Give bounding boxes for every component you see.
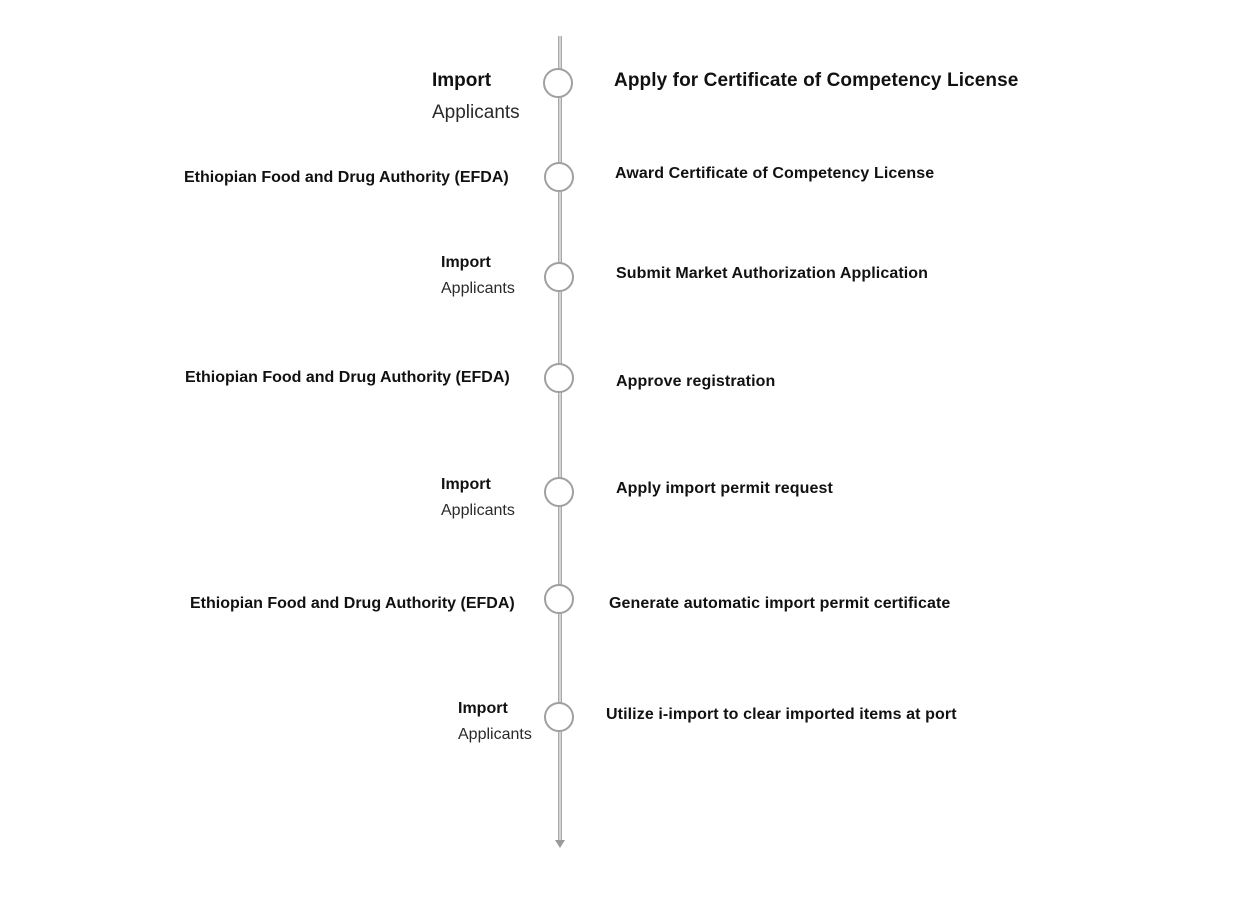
step-3-action: Submit Market Authorization Application bbox=[616, 265, 929, 282]
step-7-node bbox=[544, 702, 574, 732]
step-1-action: Apply for Certificate of Competency License bbox=[614, 70, 1019, 91]
step-7-action: Utilize i-import to clear imported items at port bbox=[606, 706, 957, 723]
step-1-node bbox=[543, 68, 573, 98]
step-7-actor-line2: Applicants bbox=[458, 726, 532, 743]
step-6-actor: Ethiopian Food and Drug Authority (EFDA) bbox=[190, 595, 515, 612]
step-5-actor bbox=[441, 476, 515, 520]
step-4-actor: Ethiopian Food and Drug Authority (EFDA) bbox=[185, 369, 510, 386]
step-5-actor-line1: Import bbox=[441, 476, 491, 493]
step-3-actor-line2: Applicants bbox=[441, 280, 515, 297]
step-4-action: Approve registration bbox=[616, 373, 776, 390]
step-2-node bbox=[544, 162, 574, 192]
step-4-node bbox=[544, 363, 574, 393]
step-5-actor-line2: Applicants bbox=[441, 502, 515, 519]
step-1-actor-line2: Applicants bbox=[432, 102, 520, 123]
step-7-actor-line1: Import bbox=[458, 700, 508, 717]
step-6-action: Generate automatic import permit certificate bbox=[609, 595, 951, 612]
step-7-actor bbox=[458, 700, 532, 744]
step-2-action: Award Certificate of Competency License bbox=[615, 165, 935, 182]
step-3-node bbox=[544, 262, 574, 292]
step-1-actor bbox=[432, 70, 520, 124]
step-2-actor: Ethiopian Food and Drug Authority (EFDA) bbox=[184, 169, 509, 186]
step-3-actor-line1: Import bbox=[441, 254, 491, 271]
step-5-action: Apply import permit request bbox=[616, 480, 833, 497]
step-6-node bbox=[544, 584, 574, 614]
step-3-actor bbox=[441, 254, 515, 298]
timeline-arrow-head bbox=[555, 840, 565, 848]
step-1-actor-line1: Import bbox=[432, 70, 492, 91]
step-5-node bbox=[544, 477, 574, 507]
